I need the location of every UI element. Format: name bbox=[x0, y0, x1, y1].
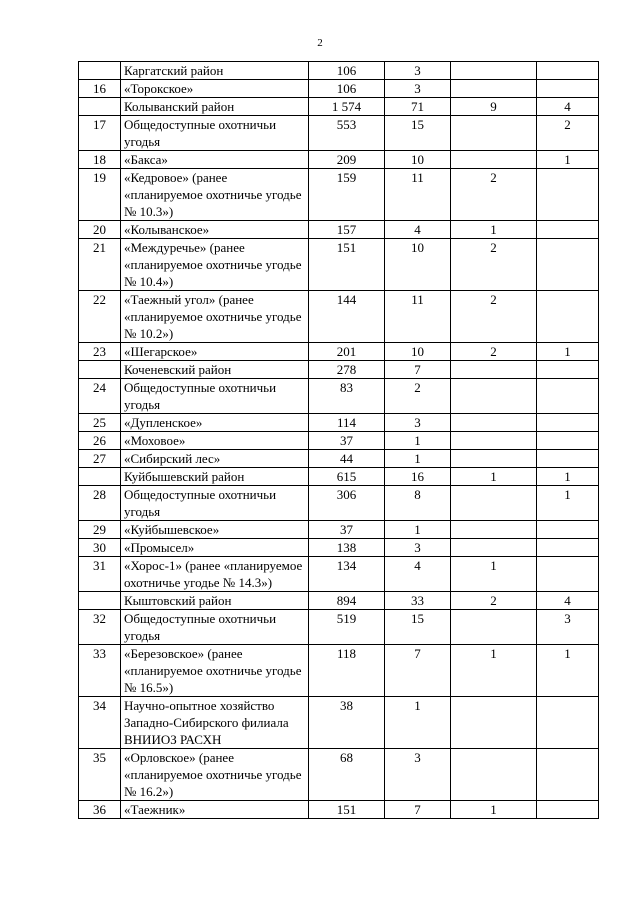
row-number bbox=[79, 592, 121, 610]
row-number: 30 bbox=[79, 539, 121, 557]
row-value-1: 106 bbox=[309, 80, 385, 98]
row-number: 21 bbox=[79, 239, 121, 291]
row-value-1: 159 bbox=[309, 169, 385, 221]
row-value-1: 1 574 bbox=[309, 98, 385, 116]
row-value-3: 1 bbox=[451, 801, 537, 819]
table-row bbox=[79, 539, 599, 557]
row-name: Общедоступные охотничьи угодья bbox=[121, 486, 309, 521]
row-value-3: 1 bbox=[451, 645, 537, 697]
row-number: 35 bbox=[79, 749, 121, 801]
row-number: 31 bbox=[79, 557, 121, 592]
row-value-3: 1 bbox=[451, 221, 537, 239]
row-value-1: 144 bbox=[309, 291, 385, 343]
row-value-2: 1 bbox=[385, 521, 451, 539]
row-value-3: 2 bbox=[451, 343, 537, 361]
row-value-3 bbox=[451, 80, 537, 98]
row-number: 34 bbox=[79, 697, 121, 749]
row-value-1: 553 bbox=[309, 116, 385, 151]
row-value-4 bbox=[537, 361, 599, 379]
row-value-4 bbox=[537, 379, 599, 414]
row-name: «Таежный угол» (ранее «планируемое охотничье угодье № 10.2») bbox=[121, 291, 309, 343]
table-row bbox=[79, 379, 599, 414]
row-value-4 bbox=[537, 62, 599, 80]
row-value-4: 1 bbox=[537, 343, 599, 361]
row-number bbox=[79, 62, 121, 80]
row-value-3 bbox=[451, 116, 537, 151]
row-value-4 bbox=[537, 80, 599, 98]
row-value-4 bbox=[537, 291, 599, 343]
row-value-2: 15 bbox=[385, 116, 451, 151]
table-row bbox=[79, 116, 599, 151]
row-name: «Междуречье» (ранее «планируемое охотничье угодье № 10.4») bbox=[121, 239, 309, 291]
row-name: Куйбышевский район bbox=[121, 468, 309, 486]
row-number bbox=[79, 468, 121, 486]
row-value-2: 33 bbox=[385, 592, 451, 610]
row-name: Научно-опытное хозяйство Западно-Сибирского филиала ВНИИОЗ РАСХН bbox=[121, 697, 309, 749]
row-value-1: 37 bbox=[309, 521, 385, 539]
row-value-4 bbox=[537, 521, 599, 539]
row-value-4 bbox=[537, 239, 599, 291]
row-value-1: 278 bbox=[309, 361, 385, 379]
table-row bbox=[79, 343, 599, 361]
row-value-4 bbox=[537, 450, 599, 468]
row-value-2: 3 bbox=[385, 414, 451, 432]
row-value-4: 1 bbox=[537, 151, 599, 169]
row-value-2: 1 bbox=[385, 450, 451, 468]
row-name: Общедоступные охотничьи угодья bbox=[121, 610, 309, 645]
table-row bbox=[79, 486, 599, 521]
row-name: «Колыванское» bbox=[121, 221, 309, 239]
row-name: «Торокское» bbox=[121, 80, 309, 98]
row-value-3: 2 bbox=[451, 239, 537, 291]
row-value-3 bbox=[451, 361, 537, 379]
row-number: 27 bbox=[79, 450, 121, 468]
row-value-2: 4 bbox=[385, 221, 451, 239]
row-value-4 bbox=[537, 432, 599, 450]
table-row bbox=[79, 291, 599, 343]
page-number: 2 bbox=[317, 37, 323, 49]
row-name: «Березовское» (ранее «планируемое охотничье угодье № 16.5») bbox=[121, 645, 309, 697]
row-value-1: 106 bbox=[309, 62, 385, 80]
row-value-3 bbox=[451, 379, 537, 414]
row-number: 28 bbox=[79, 486, 121, 521]
row-value-1: 306 bbox=[309, 486, 385, 521]
row-value-3 bbox=[451, 151, 537, 169]
row-name: «Куйбышевское» bbox=[121, 521, 309, 539]
row-value-1: 615 bbox=[309, 468, 385, 486]
row-value-3 bbox=[451, 432, 537, 450]
row-name: «Моховое» bbox=[121, 432, 309, 450]
row-value-3: 1 bbox=[451, 468, 537, 486]
table-row bbox=[79, 239, 599, 291]
table-row bbox=[79, 592, 599, 610]
row-value-4: 1 bbox=[537, 468, 599, 486]
table-row bbox=[79, 80, 599, 98]
table-row bbox=[79, 610, 599, 645]
row-value-4 bbox=[537, 221, 599, 239]
row-value-4: 4 bbox=[537, 98, 599, 116]
row-number: 26 bbox=[79, 432, 121, 450]
row-number: 36 bbox=[79, 801, 121, 819]
row-value-2: 4 bbox=[385, 557, 451, 592]
table-row bbox=[79, 697, 599, 749]
table-row bbox=[79, 450, 599, 468]
row-value-3: 1 bbox=[451, 557, 537, 592]
row-value-2: 1 bbox=[385, 697, 451, 749]
row-value-3: 2 bbox=[451, 592, 537, 610]
table-row bbox=[79, 361, 599, 379]
row-value-4 bbox=[537, 414, 599, 432]
table-row bbox=[79, 801, 599, 819]
table-row bbox=[79, 98, 599, 116]
row-value-4 bbox=[537, 557, 599, 592]
row-value-2: 11 bbox=[385, 169, 451, 221]
row-value-2: 7 bbox=[385, 361, 451, 379]
row-name: «Бакса» bbox=[121, 151, 309, 169]
row-number: 32 bbox=[79, 610, 121, 645]
row-value-1: 151 bbox=[309, 801, 385, 819]
row-name: «Промысел» bbox=[121, 539, 309, 557]
table-row bbox=[79, 749, 599, 801]
row-number bbox=[79, 361, 121, 379]
table-row bbox=[79, 62, 599, 80]
row-value-1: 118 bbox=[309, 645, 385, 697]
row-value-1: 894 bbox=[309, 592, 385, 610]
row-value-1: 519 bbox=[309, 610, 385, 645]
row-name: «Таежник» bbox=[121, 801, 309, 819]
row-name: «Орловское» (ранее «планируемое охотничье угодье № 16.2») bbox=[121, 749, 309, 801]
row-value-2: 7 bbox=[385, 801, 451, 819]
table-row bbox=[79, 645, 599, 697]
row-name: «Хорос-1» (ранее «планируемое охотничье угодье № 14.3») bbox=[121, 557, 309, 592]
row-value-1: 68 bbox=[309, 749, 385, 801]
row-number: 20 bbox=[79, 221, 121, 239]
row-value-2: 2 bbox=[385, 379, 451, 414]
table-row bbox=[79, 521, 599, 539]
row-name: Каргатский район bbox=[121, 62, 309, 80]
row-number: 33 bbox=[79, 645, 121, 697]
row-value-2: 3 bbox=[385, 539, 451, 557]
row-value-3 bbox=[451, 450, 537, 468]
row-value-1: 151 bbox=[309, 239, 385, 291]
row-name: Колыванский район bbox=[121, 98, 309, 116]
row-value-2: 10 bbox=[385, 151, 451, 169]
row-name: Кыштовский район bbox=[121, 592, 309, 610]
row-value-4 bbox=[537, 169, 599, 221]
table-row bbox=[79, 468, 599, 486]
row-value-3 bbox=[451, 610, 537, 645]
table-row bbox=[79, 432, 599, 450]
row-name: «Кедровое» (ранее «планируемое охотничье угодье № 10.3») bbox=[121, 169, 309, 221]
row-value-2: 11 bbox=[385, 291, 451, 343]
row-value-1: 201 bbox=[309, 343, 385, 361]
row-name: Общедоступные охотничьи угодья bbox=[121, 116, 309, 151]
row-value-1: 37 bbox=[309, 432, 385, 450]
row-value-4 bbox=[537, 749, 599, 801]
row-number: 29 bbox=[79, 521, 121, 539]
row-value-2: 71 bbox=[385, 98, 451, 116]
row-name: Общедоступные охотничьи угодья bbox=[121, 379, 309, 414]
row-number: 22 bbox=[79, 291, 121, 343]
table-row bbox=[79, 169, 599, 221]
row-number: 19 bbox=[79, 169, 121, 221]
row-number: 23 bbox=[79, 343, 121, 361]
row-name: «Шегарское» bbox=[121, 343, 309, 361]
row-value-3: 2 bbox=[451, 169, 537, 221]
row-value-2: 1 bbox=[385, 432, 451, 450]
row-value-4: 3 bbox=[537, 610, 599, 645]
row-value-3 bbox=[451, 539, 537, 557]
row-value-1: 114 bbox=[309, 414, 385, 432]
row-number: 24 bbox=[79, 379, 121, 414]
row-value-2: 3 bbox=[385, 80, 451, 98]
table-row bbox=[79, 557, 599, 592]
row-value-4: 4 bbox=[537, 592, 599, 610]
row-value-2: 8 bbox=[385, 486, 451, 521]
row-value-1: 83 bbox=[309, 379, 385, 414]
row-value-1: 138 bbox=[309, 539, 385, 557]
row-value-3 bbox=[451, 62, 537, 80]
row-number: 18 bbox=[79, 151, 121, 169]
table-row bbox=[79, 151, 599, 169]
row-number: 16 bbox=[79, 80, 121, 98]
row-number bbox=[79, 98, 121, 116]
row-value-1: 44 bbox=[309, 450, 385, 468]
row-value-1: 209 bbox=[309, 151, 385, 169]
row-number: 25 bbox=[79, 414, 121, 432]
row-value-2: 10 bbox=[385, 239, 451, 291]
row-name: «Сибирский лес» bbox=[121, 450, 309, 468]
row-value-3: 9 bbox=[451, 98, 537, 116]
row-value-2: 3 bbox=[385, 62, 451, 80]
row-value-1: 157 bbox=[309, 221, 385, 239]
row-value-1: 134 bbox=[309, 557, 385, 592]
row-value-2: 3 bbox=[385, 749, 451, 801]
row-value-2: 16 bbox=[385, 468, 451, 486]
row-value-3: 2 bbox=[451, 291, 537, 343]
row-value-3 bbox=[451, 414, 537, 432]
row-value-4 bbox=[537, 801, 599, 819]
row-value-2: 7 bbox=[385, 645, 451, 697]
row-value-3 bbox=[451, 521, 537, 539]
row-value-4: 1 bbox=[537, 486, 599, 521]
row-value-4 bbox=[537, 539, 599, 557]
row-value-3 bbox=[451, 697, 537, 749]
table-row bbox=[79, 221, 599, 239]
row-value-4: 1 bbox=[537, 645, 599, 697]
row-value-3 bbox=[451, 749, 537, 801]
row-name: «Дупленское» bbox=[121, 414, 309, 432]
table-row bbox=[79, 414, 599, 432]
row-number: 17 bbox=[79, 116, 121, 151]
row-value-3 bbox=[451, 486, 537, 521]
row-value-4: 2 bbox=[537, 116, 599, 151]
row-value-2: 10 bbox=[385, 343, 451, 361]
row-value-2: 15 bbox=[385, 610, 451, 645]
hunting-grounds-table bbox=[78, 61, 599, 819]
row-value-4 bbox=[537, 697, 599, 749]
row-name: Коченевский район bbox=[121, 361, 309, 379]
row-value-1: 38 bbox=[309, 697, 385, 749]
